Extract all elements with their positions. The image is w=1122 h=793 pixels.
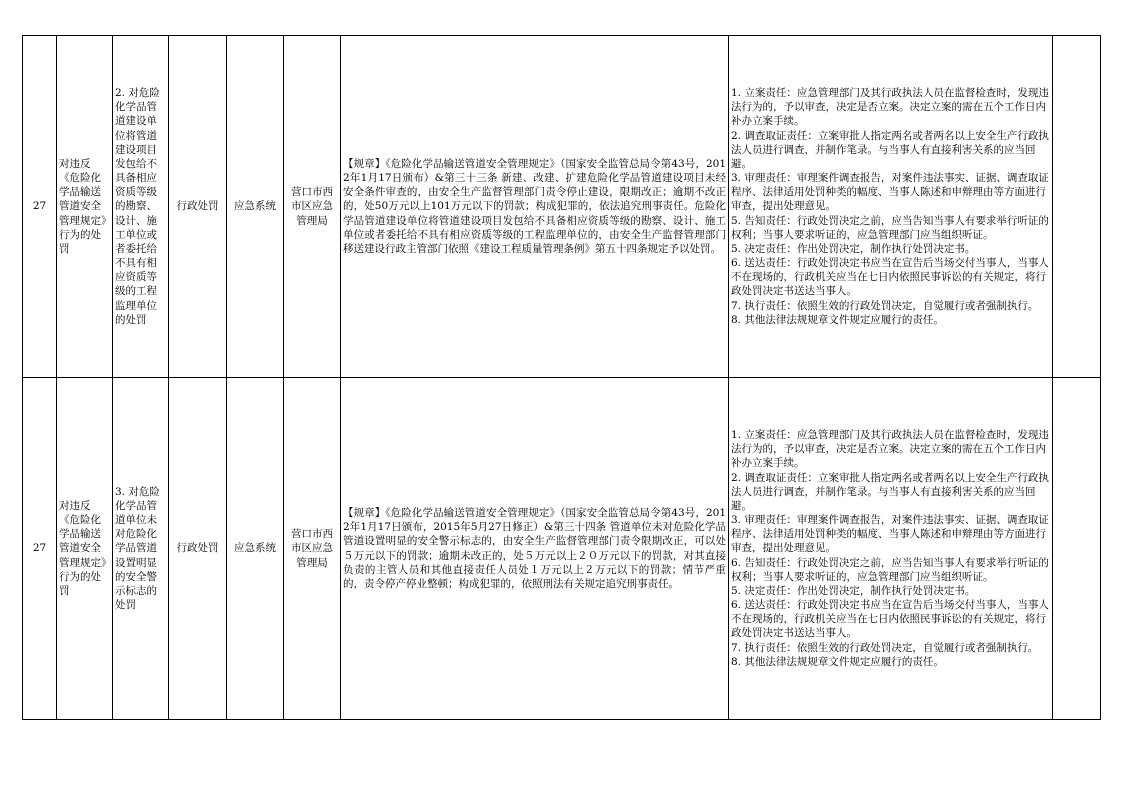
- responsibility-item: 1. 立案责任：应急管理部门及其行政执法人员在监督检查时，发现违法行为的，予以审查，决定是否立案。决定立案的需在五个工作日内补办立案手续。: [731, 87, 1049, 128]
- responsibility-list: [729, 36, 1053, 378]
- responsibility-item: 1. 立案责任：应急管理部门及其行政执法人员在监督检查时，发现违法行为的，予以审查，决定是否立案。决定立案的需在五个工作日内补办立案手续。: [731, 429, 1049, 470]
- responsibility-item: 6. 送达责任：行政处罚决定书应当在宣告后当场交付当事人，当事人不在现场的，行政机关应当在七日内依照民事诉讼的有关规定，将行政处罚决定书送达当事人。: [731, 599, 1049, 640]
- responsibility-item: 5. 决定责任：作出处罚决定，制作执行处罚决定书。: [731, 242, 976, 255]
- responsibility-item: 5. 决定责任：作出处罚决定，制作执行处罚决定书。: [731, 584, 976, 597]
- legal-basis: 【规章】《危险化学品输送管道安全管理规定》（国家安全监管总局令第43号，2012年1月17日颁布）&第三十三条 新建、改建、扩建危险化学品管道建设项目未经安全条件审查的，由安全生产监督管理部门责令停止建设，限期改正；逾期不改正的，处50万元以上101万元以下的罚款；构成犯罪的，依法追究刑事责任。危险化学品管道建设单位将管道建设项目发包给不具备相应资质等级的勘察、设计、施工单位或者委托给不具有相应资质等级的工程监理单位的，由安全生产监督管理部门移送建设行政主管部门依照《建设工程质量管理条例》第五十四条规定予以处罚。: [341, 36, 729, 378]
- responsibility-item: 2. 调查取证责任：立案审批人指定两名或者两名以上安全生产行政执法人员进行调查，并制作笔录。与当事人有直接利害关系的应当回避。: [731, 471, 1049, 512]
- item-number: 27: [23, 378, 57, 720]
- item-name: 对违反《危险化学品输送管道安全管理规定》行为的处罚: [57, 36, 113, 378]
- responsibility-item: 2. 调查取证责任：立案审批人指定两名或者两名以上安全生产行政执法人员进行调查，并制作笔录。与当事人有直接利害关系的应当回避。: [731, 129, 1049, 170]
- power-list-table: [22, 35, 1101, 720]
- power-category: 行政处罚: [169, 36, 227, 378]
- system-name: 应急系统: [227, 378, 284, 720]
- responsibility-item: 7. 执行责任：依照生效的行政处罚决定，自觉履行或者强制执行。: [731, 641, 1039, 654]
- responsibility-item: 6. 送达责任：行政处罚决定书应当在宣告后当场交付当事人，当事人不在现场的，行政机关应当在七日内依照民事诉讼的有关规定，将行政处罚决定书送达当事人。: [731, 257, 1049, 298]
- responsibility-item: 8. 其他法律法规规章文件规定应履行的责任。: [731, 313, 944, 326]
- remark-cell: [1053, 36, 1101, 378]
- remark-cell: [1053, 378, 1101, 720]
- item-name: 对违反《危险化学品输送管道安全管理规定》行为的处罚: [57, 378, 113, 720]
- power-category: 行政处罚: [169, 378, 227, 720]
- sub-item-name: 2. 对危险化学品管道建设单位将管道建设项目发包给不具备相应资质等级的勘察、设计、施工单位或者委托给不具有相应资质等级的工程监理单位的处罚: [113, 36, 169, 378]
- agency-name: 营口市西市区应急管理局: [284, 378, 341, 720]
- legal-basis: 【规章】《危险化学品输送管道安全管理规定》（国家安全监管总局令第43号，2012年1月17日颁布，2015年5月27日修正）&第三十四条 管道单位未对危险化学品管道设置明显的安全警示标志的，由安全生产监督管理部门责令限期改正，可以处５万元以下的罚款；逾期未改正的，处５万元以上２０万元以下的罚款，对其直接负责的主管人员和其他直接责任人员处１万元以上２万元以下的罚款；情节严重的，责令停产停业整顿；构成犯罪的，依照刑法有关规定追究刑事责任。: [341, 378, 729, 720]
- responsibility-item: 5. 告知责任：行政处罚决定之前，应当告知当事人有要求举行听证的权利；当事人要求听证的，应急管理部门应当组织听证。: [731, 214, 1049, 241]
- system-name: 应急系统: [227, 36, 284, 378]
- responsibility-item: 3. 审理责任：审理案件调查报告，对案件违法事实、证据、调查取证程序、法律适用处罚种类的幅度、当事人陈述和申辩理由等方面进行审查，提出处理意见。: [731, 172, 1049, 213]
- agency-name: 营口市西市区应急管理局: [284, 36, 341, 378]
- responsibility-list: [729, 378, 1053, 720]
- table-row: [23, 378, 1101, 720]
- responsibility-item: 7. 执行责任：依照生效的行政处罚决定，自觉履行或者强制执行。: [731, 299, 1039, 312]
- responsibility-item: 8. 其他法律法规规章文件规定应履行的责任。: [731, 655, 944, 668]
- item-number: 27: [23, 36, 57, 378]
- responsibility-item: 6. 告知责任：行政处罚决定之前，应当告知当事人有要求举行听证的权利；当事人要求听证的，应急管理部门应当组织听证。: [731, 556, 1049, 583]
- responsibility-item: 3. 审理责任：审理案件调查报告，对案件违法事实、证据、调查取证程序、法律适用处罚种类的幅度、当事人陈述和申辩理由等方面进行审查，提出处理意见。: [731, 514, 1049, 555]
- sub-item-name: 3. 对危险化学品管道单位未对危险化学品管道设置明显的安全警示标志的处罚: [113, 378, 169, 720]
- table-row: [23, 36, 1101, 378]
